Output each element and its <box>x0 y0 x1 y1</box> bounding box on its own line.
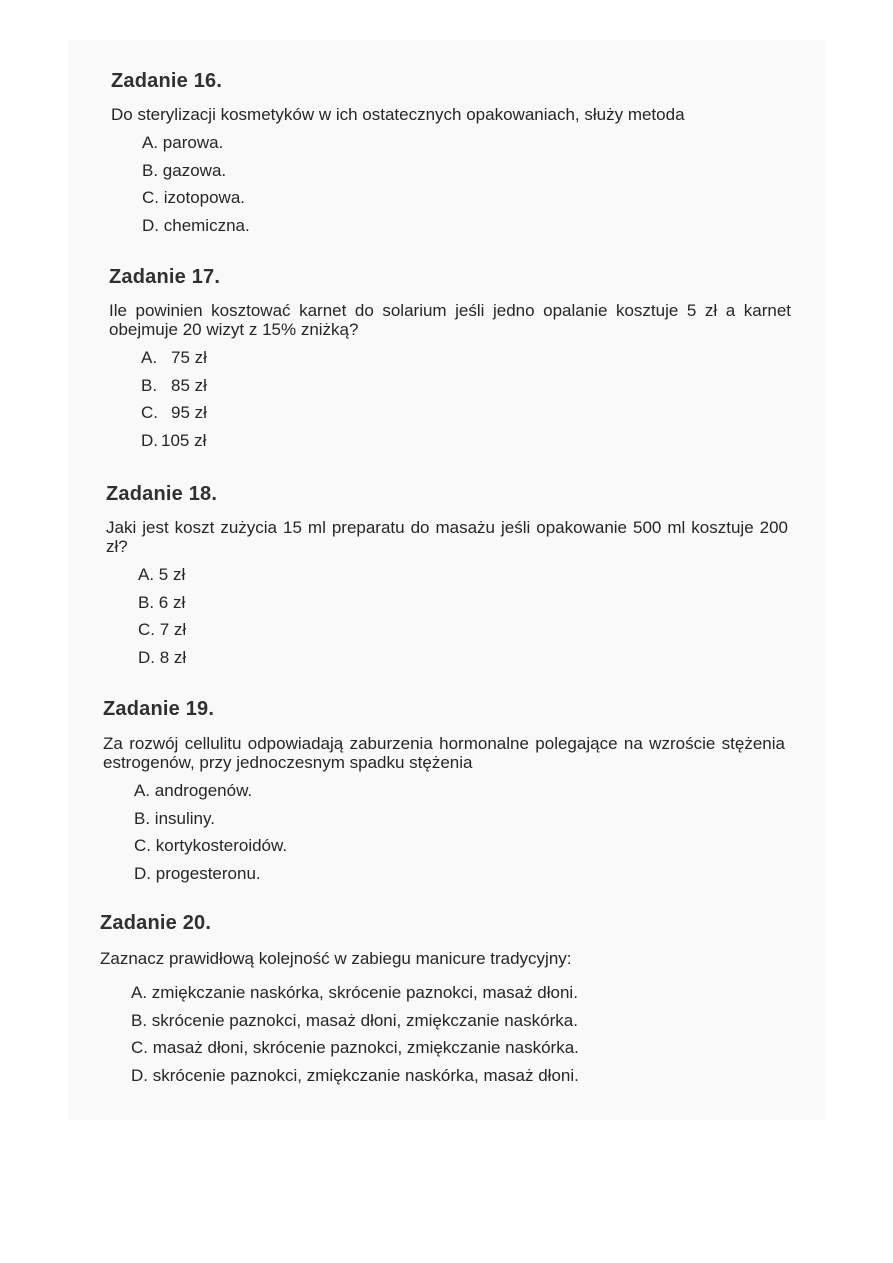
task-20 <box>100 912 782 1093</box>
option-d: D. chemiczna. <box>142 215 250 235</box>
option-b: B. gazowa. <box>142 160 227 180</box>
task-question: Do sterylizacji kosmetyków w ich ostatecznych opakowaniach, służy metoda <box>111 105 685 124</box>
option-c: C. kortykosteroidów. <box>134 836 288 855</box>
task-title: Zadanie 19. <box>103 698 215 720</box>
answer-options <box>141 348 791 458</box>
option-a: A. 5 zł <box>138 565 186 584</box>
option-c: C. 7 zł <box>138 620 187 639</box>
option-d: D. 105 zł <box>141 430 207 450</box>
option-d: D. skrócenie paznokci, zmiękczanie naskórka, masaż dłoni. <box>131 1065 579 1085</box>
option-b: B. skrócenie paznokci, masaż dłoni, zmiękczanie naskórka. <box>131 1010 578 1030</box>
option-c: C. izotopowa. <box>142 188 246 207</box>
answer-options <box>142 133 751 243</box>
task-18 <box>106 483 788 675</box>
option-a: A. zmiękczanie naskórka, skrócenie paznokci, masaż dłoni. <box>131 983 578 1002</box>
task-title: Zadanie 18. <box>106 483 218 505</box>
option-b: B. insuliny. <box>134 808 215 828</box>
option-a: A. parowa. <box>142 133 224 152</box>
option-d: D. progesteronu. <box>134 863 261 883</box>
task-question: Jaki jest koszt zużycia 15 ml preparatu do masażu jeśli opakowanie 500 ml kosztuje 200 zł? <box>106 518 788 556</box>
option-c: C. masaż dłoni, skrócenie paznokci, zmiękczanie naskórka. <box>131 1038 579 1057</box>
task-16 <box>111 70 751 243</box>
answer-options <box>134 781 785 891</box>
option-a: A. androgenów. <box>134 781 253 800</box>
option-b: B. 6 zł <box>138 592 186 612</box>
answer-options <box>131 983 782 1093</box>
option-b: B. 85 zł <box>141 375 207 395</box>
task-question: Za rozwój cellulitu odpowiadają zaburzenia hormonalne polegające na wzroście stężenia estrogenów, przy jednoczesnym spadku stężenia <box>103 734 785 772</box>
option-c: C. 95 zł <box>141 403 207 422</box>
option-a: A. 75 zł <box>141 348 207 367</box>
task-17 <box>109 266 791 458</box>
task-title: Zadanie 16. <box>111 70 223 92</box>
answer-options <box>138 565 788 675</box>
option-d: D. 8 zł <box>138 647 187 667</box>
task-question: Zaznacz prawidłową kolejność w zabiegu manicure tradycyjny: <box>100 949 572 968</box>
task-title: Zadanie 17. <box>109 266 221 288</box>
task-19 <box>103 698 785 891</box>
task-title: Zadanie 20. <box>100 912 212 934</box>
task-question: Ile powinien kosztować karnet do solarium jeśli jedno opalanie kosztuje 5 zł a karnet obejmuje 20 wizyt z 15% zniżką? <box>109 301 791 339</box>
